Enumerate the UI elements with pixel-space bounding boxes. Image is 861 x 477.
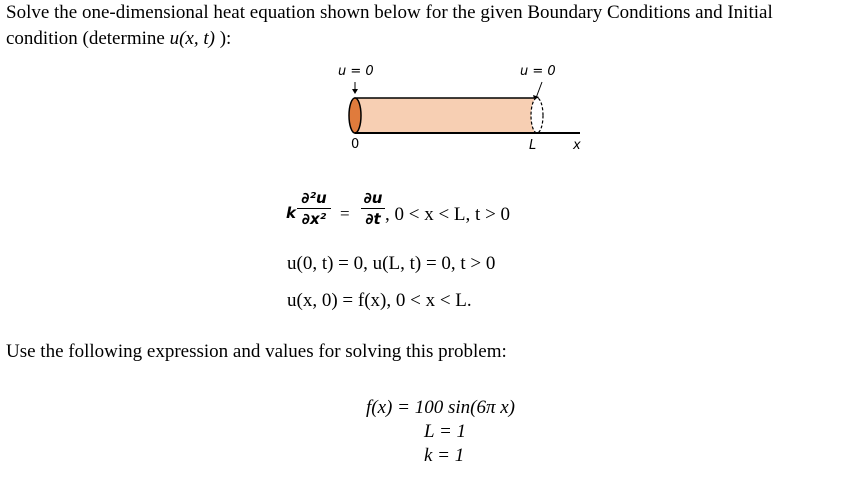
left-arrow-head <box>352 89 358 94</box>
problem-line-2-suffix: ): <box>214 28 232 49</box>
problem-line-1: Solve the one-dimensional heat equation shown below for the given Boundary Conditions and Initial <box>6 2 773 23</box>
length-tick-label: L <box>529 138 537 153</box>
given-diffusivity: k = 1 <box>424 445 465 466</box>
second-derivative-denominator: ∂x² <box>301 210 327 228</box>
axis-label: x <box>573 138 581 153</box>
problem-statement <box>6 0 856 52</box>
initial-condition: u(x, 0) = f(x), 0 < x < L. <box>287 290 472 311</box>
time-derivative-denominator: ∂t <box>365 210 381 228</box>
rod-body <box>355 98 537 133</box>
time-derivative-numerator: ∂u <box>363 189 383 207</box>
left-end-cap <box>349 98 361 133</box>
boundary-conditions: u(0, t) = 0, u(L, t) = 0, t > 0 <box>287 253 496 274</box>
right-arrow-shaft <box>536 82 542 98</box>
solution-function: u(x, t) <box>169 28 215 49</box>
instructions-text: Use the following expression and values for solving this problem: <box>6 341 507 362</box>
problem-line-2 <box>6 26 856 52</box>
right-end-cap <box>531 98 543 133</box>
problem-line-2-prefix: condition (determine <box>6 28 170 49</box>
left-boundary-label: u = 0 <box>338 64 374 79</box>
given-length: L = 1 <box>424 421 467 442</box>
time-derivative-fraction <box>361 189 385 228</box>
rod-figure-graphic <box>330 58 610 158</box>
given-function: f(x) = 100 sin(6π x) <box>366 397 515 418</box>
origin-tick-label: 0 <box>351 137 360 152</box>
pde-domain: , 0 < x < L, t > 0 <box>385 204 511 225</box>
rod-diagram <box>330 58 610 158</box>
second-derivative-fraction <box>297 189 331 228</box>
second-derivative-numerator: ∂²u <box>301 189 327 207</box>
diffusivity-k: k <box>286 204 296 222</box>
equals-sign: = <box>340 204 350 223</box>
right-boundary-label: u = 0 <box>520 64 556 79</box>
